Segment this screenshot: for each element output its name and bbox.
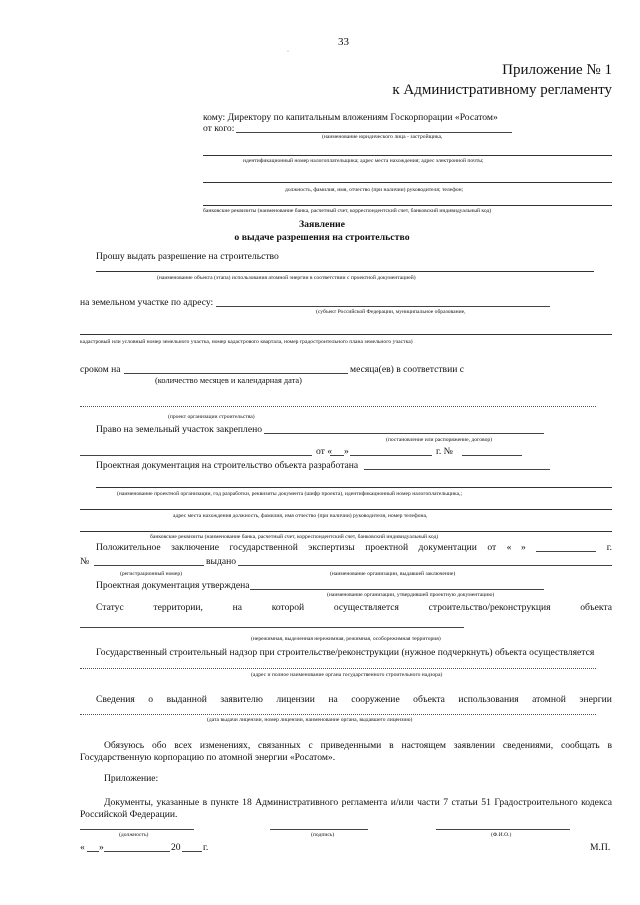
approved-line[interactable] [250, 589, 544, 590]
quote-open: « [506, 542, 512, 553]
request-text: Прошу выдать разрешение на строительство [96, 251, 279, 262]
license-word: энергии [579, 694, 612, 705]
license-word: объекта [413, 694, 445, 705]
license-word: лицензии [276, 694, 315, 705]
territory-word: осуществляется [333, 602, 399, 613]
approved-label: Проектная документация утверждена [96, 580, 250, 591]
expertise-line [96, 542, 612, 553]
obligation-line-1: Обязуюсь обо всех изменениях, связанных с приведенными в настоящем заявлении сведениями, сообщать в [104, 740, 612, 751]
caption-rights-doc: (постановление или распоряжение, договор) [386, 437, 493, 443]
date-quote-open: « [80, 842, 85, 853]
expertise-word: экспертизы [308, 542, 355, 553]
expertise-month-gap [536, 542, 596, 552]
caption-approved: (наименование организации, утвердившей проектную документацию) [327, 592, 495, 598]
license-word: о [148, 694, 154, 705]
rights-doc-line[interactable] [80, 455, 312, 456]
caption-project-addr: адрес места нахождения должность, фамилия, имя отчество (при наличии) руководителя, номер телефона, [173, 513, 428, 519]
date-day-line[interactable] [87, 851, 99, 852]
attachment-line-1: Документы, указанные в пункте 18 Административного регламента и/или части 7 статьи 51 Градостроительного кодекса [104, 797, 612, 808]
addressee-from: от кого: [203, 123, 235, 134]
page-number: 33 [338, 36, 349, 48]
obligation-line-2: Государственную корпорацию по атомной энергии «Росатом». [80, 752, 336, 763]
stamp-label: М.П. [590, 842, 611, 853]
expertise-word: Положительное [96, 542, 161, 553]
expertise-number-label: № [80, 556, 90, 567]
license-word: выданной [166, 694, 207, 705]
cadastral-line[interactable] [80, 334, 612, 335]
land-address-line[interactable] [216, 306, 550, 307]
attachment-label: Приложение: [104, 773, 159, 784]
expertise-issued-label: выдано [206, 556, 237, 567]
date-year-suffix: г. [203, 842, 209, 853]
statement-title: Заявление [298, 219, 345, 230]
date-month-line[interactable] [104, 851, 170, 852]
caption-project-bank: банковские реквизиты (наименование банка, расчетный счет, корреспондентский счет, банковский индивидуальный код) [150, 534, 439, 540]
license-word: сооружение [351, 694, 400, 705]
supervision-line[interactable] [80, 668, 596, 669]
rights-from-close: » [344, 446, 349, 457]
caption-bank: банковские реквизиты (наименование банка, расчетный счет, корреспондентский счет, банковский индивидуальный код) [203, 208, 492, 214]
territory-fill-line[interactable] [80, 627, 464, 628]
caption-entity: (наименование юридического лица - застройщика, [322, 134, 443, 140]
caption-license: (дата выдачи лицензии, номер лицензии, наименование органа, выдавшего лицензию) [207, 717, 413, 723]
land-label: на земельном участке по адресу: [80, 297, 214, 308]
expertise-word: государственной [229, 542, 298, 553]
project-addr-line[interactable] [80, 509, 612, 510]
caption-project-org-details: (наименование проектной организации, год разработки, реквизиты документа (шифр проекта), идентификационный номер налогоплательщика,; [117, 491, 463, 497]
addressee-line-2[interactable] [203, 182, 612, 183]
expertise-year: г. [606, 542, 612, 553]
addressee-line-1[interactable] [203, 155, 612, 156]
territory-word: строительство/реконструкция [428, 602, 551, 613]
license-fill-line[interactable] [80, 714, 596, 715]
org-line[interactable] [80, 406, 596, 407]
license-line [96, 694, 612, 705]
territory-word: объекта [580, 602, 612, 613]
rights-year: г. № [436, 446, 453, 457]
territory-word: территории, [153, 602, 203, 613]
appendix-subtitle: к Административному регламенту [392, 82, 612, 98]
expertise-word: проектной [365, 542, 409, 553]
license-word: атомной [532, 694, 566, 705]
caption-name: (Ф.И.О.) [491, 832, 512, 838]
rights-from-open: от « [316, 446, 333, 457]
rights-line[interactable] [264, 433, 544, 434]
caption-signature: (подпись) [311, 832, 335, 838]
statement-subtitle: о выдаче разрешения на строительство [234, 232, 410, 243]
caption-cadastral: кадастровый или условный номер земельного участка, номер кадастрового квартала, номер градостроительного плана земельного участка) [80, 339, 413, 345]
project-line[interactable] [364, 469, 550, 470]
expertise-word: документации [418, 542, 477, 553]
expertise-word: от [487, 542, 497, 553]
addressee-line-3[interactable] [203, 205, 612, 206]
caption-head: должность, фамилия, имя, отчество (при наличии) руководителя; телефон; [285, 187, 464, 193]
supervision-text: Государственный строительный надзор при строительстве/реконструкции (нужное подчеркнуть) объекта осуществляется [96, 647, 595, 658]
rights-label: Право на земельный участок закреплено [96, 424, 263, 435]
caption-position: (должность) [119, 832, 149, 838]
caption-supervision: (адрес и полное наименование органа государственного строительного надзора) [251, 672, 443, 678]
project-bank-line[interactable] [80, 531, 612, 532]
expertise-word: заключение [171, 542, 220, 553]
license-word: на [328, 694, 338, 705]
object-line[interactable] [96, 271, 594, 272]
term-line[interactable] [124, 373, 348, 374]
term-prefix: сроком на [80, 364, 121, 375]
project-label: Проектная документация на строительство объекта разработана [96, 460, 359, 471]
caption-territory: (нережимная, выделенная нережимная, режимная, особорежимная территория) [251, 636, 441, 642]
rights-month-line[interactable] [350, 455, 432, 456]
caption-term: (количество месяцев и календарная дата) [155, 376, 302, 385]
scan-dot: · [287, 49, 289, 55]
license-word: Сведения [96, 694, 135, 705]
caption-object: (наименование объекта (этапа) использования атомной энергии в соответствии с проектной документацией) [157, 275, 416, 281]
date-year-prefix: 20 [171, 842, 181, 853]
name-line[interactable] [436, 829, 570, 830]
rights-number-line[interactable] [462, 455, 522, 456]
appendix-title: Приложение № 1 [502, 62, 612, 78]
term-suffix: месяца(ев) в соответствии с [350, 364, 465, 375]
license-word: заявителю [220, 694, 263, 705]
caption-project-org: (проект организации строительства) [168, 414, 255, 420]
date-year-line[interactable] [182, 851, 202, 852]
rights-day-line[interactable] [330, 455, 344, 456]
caption-id: идентификационный номер налогоплательщика; адрес места нахождения; адрес электронной почты; [243, 158, 484, 164]
expertise-issuer-line[interactable] [238, 565, 612, 566]
territory-word: Статус [96, 602, 124, 613]
project-org-line[interactable] [96, 487, 612, 488]
date-quote-close: » [99, 842, 104, 853]
license-word: использования [458, 694, 519, 705]
territory-word: которой [271, 602, 305, 613]
addressee-to: кому: Директору по капитальным вложениям Госкорпорации «Росатом» [203, 112, 498, 123]
territory-line [96, 602, 612, 613]
expertise-number-line[interactable] [94, 565, 204, 566]
territory-word: на [232, 602, 243, 613]
caption-issuer: (наименование организации, выдавшей заключение) [330, 571, 456, 577]
quote-close: » [521, 542, 526, 553]
attachment-line-2: Российской Федерации. [80, 809, 178, 820]
signature-line[interactable] [270, 829, 368, 830]
caption-reg-number: (регистрационный номер) [120, 571, 182, 577]
position-line[interactable] [80, 829, 194, 830]
from-fill-line[interactable] [236, 132, 512, 133]
caption-subject: (субъект Российской Федерации, муниципальное образование, [316, 309, 466, 315]
expertise-day [507, 542, 526, 553]
